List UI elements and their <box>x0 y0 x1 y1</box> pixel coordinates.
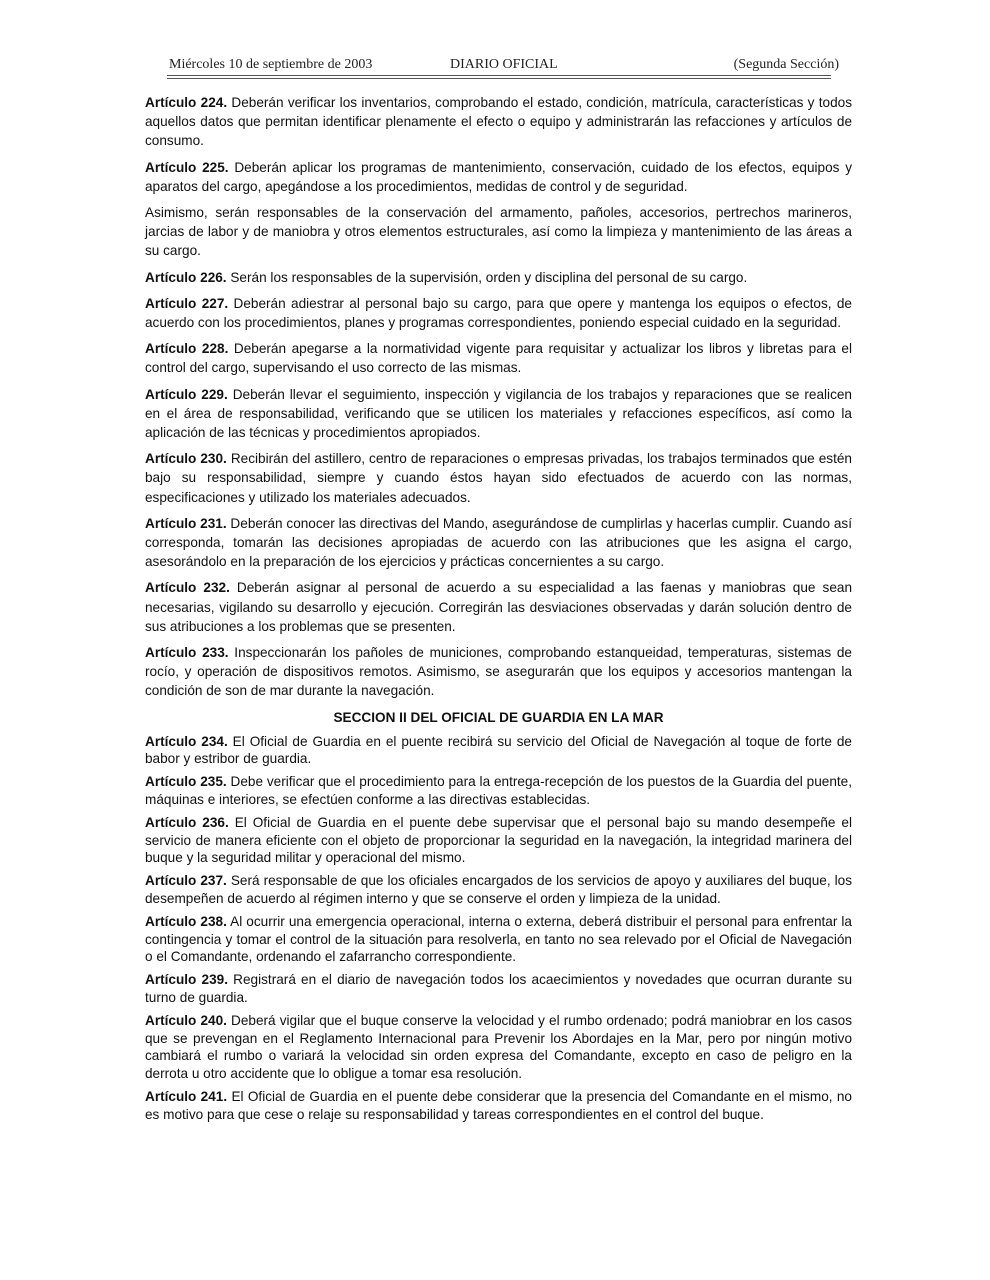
article-text: Deberán verificar los inventarios, comprobando el estado, condición, matrícula, características y todos aquellos datos que permitan identificar plenamente el efecto o equipo y administrarán las refacciones y artículos de consumo. <box>145 95 852 149</box>
article-label: Artículo 228. <box>145 341 229 357</box>
article-paragraph <box>145 1088 852 1124</box>
article-label: Artículo 240. <box>145 1012 227 1028</box>
article-text: Recibirán del astillero, centro de reparaciones o empresas privadas, los trabajos terminados que estén bajo su responsabilidad, siempre y cuando éstos hayan sido efectuados de acuerdo con las normas, especificaciones y utilizado los materiales adecuados. <box>145 451 852 505</box>
article-text: Deberán aplicar los programas de mantenimiento, conservación, cuidado de los efectos, equipos y aparatos del cargo, apegándose a los procedimientos, medidas de control y de seguridad. <box>145 159 852 194</box>
article-label: Artículo 233. <box>145 645 229 661</box>
article-paragraph <box>145 339 852 377</box>
article-text: Debe verificar que el procedimiento para la entrega-recepción de los puestos de la Guardia del puente, máquinas e interiores, se efectúen conforme a las directivas establecidas. <box>145 774 853 808</box>
header-publication-title: DIARIO OFICIAL <box>450 57 558 72</box>
article-label: Artículo 226. <box>145 269 227 285</box>
article-paragraph <box>145 514 852 572</box>
article-text: Deberán llevar el seguimiento, inspección y vigilancia de los trabajos y reparaciones que se realicen en el área de responsabilidad, verificando que se utilicen los materiales y refacciones específicos, así como la aplicación de las técnicas y procedimientos apropiados. <box>145 386 852 441</box>
article-text: Deberán apegarse a la normatividad vigente para requisitar y actualizar los libros y libretas para el control del cargo, supervisando el uso correcto de las mismas. <box>145 341 852 376</box>
article-paragraph <box>145 449 852 507</box>
article-text: El Oficial de Guardia en el puente recibirá su servicio del Oficial de Navegación al toque de forte de babor y estribor de guardia. <box>145 733 852 767</box>
article-text: Serán los responsables de la supervisión, orden y disciplina del personal de su cargo. <box>226 269 748 285</box>
article-text: Deberán asignar al personal de acuerdo a su especialidad a las faenas y maniobras que sean necesarias, vigilando su desarrollo y ejecución. Corregirán las desviaciones observadas y darán solución dentro de sus atribuciones a los problemas que se presenten. <box>145 580 853 634</box>
article-label: Artículo 241. <box>145 1089 228 1105</box>
article-label: Artículo 234. <box>145 733 228 749</box>
article-text: Asimismo, serán responsables de la conservación del armamento, pañoles, accesorios, pertrechos marineros, jarcias de labor y de maniobra y otros elementos estructurales, así como la limpieza y mantenimiento de las áreas a su cargo. <box>145 205 852 259</box>
article-paragraph <box>145 814 852 867</box>
section-title: SECCION II DEL OFICIAL DE GUARDIA EN LA MAR <box>333 709 664 725</box>
article-label: Artículo 225. <box>145 159 229 175</box>
article-paragraph <box>145 203 852 261</box>
article-text: El Oficial de Guardia en el puente debe supervisar que el personal bajo su mando desempeñe el servicio de manera eficiente con el objeto de proporcionar la seguridad en la navegación, la integridad marinera del buque y la seguridad militar y operacional del mismo. <box>145 814 853 866</box>
article-paragraph <box>145 578 852 636</box>
article-text: El Oficial de Guardia en el puente debe considerar que la presencia del Comandante en el mismo, no es motivo para que cese o relaje su responsabilidad y tareas correspondientes en el control del buque. <box>145 1089 852 1122</box>
article-paragraph <box>145 971 852 1007</box>
article-text: Deberán adiestrar al personal bajo su cargo, para que opere y mantenga los equipos o efectos, de acuerdo con los procedimientos, planes y programas correspondientes, poniendo especial cuidado en la seguridad. <box>145 295 852 331</box>
header-section: (Segunda Sección) <box>733 57 839 72</box>
article-paragraph <box>145 385 852 443</box>
article-paragraph <box>145 773 852 809</box>
article-label: Artículo 231. <box>145 515 227 531</box>
article-paragraph <box>145 643 852 701</box>
articles-group-officers-of-charge <box>145 93 852 701</box>
article-label: Artículo 239. <box>145 972 228 988</box>
article-paragraph <box>145 268 852 287</box>
article-label: Artículo 238. <box>145 913 227 929</box>
article-text: Registrará en el diario de navegación todos los acaecimientos y novedades que ocurran durante su turno de guardia. <box>145 972 853 1006</box>
article-paragraph <box>145 158 852 196</box>
document-body <box>145 93 852 1129</box>
article-paragraph <box>145 733 852 769</box>
page-header <box>167 57 839 75</box>
article-paragraph <box>145 1012 852 1083</box>
article-text: Deberá vigilar que el buque conserve la velocidad y el rumbo ordenado; podrá maniobrar en los casos que se prevengan en el Reglamento Internacional para Prevenir los Abordajes en la Mar, pero por ningún motivo cambiará el rumbo o variará la velocidad sin orden expresa del Comandante, excepto en caso de peligro en la derrota u otro accidente que lo obligue a tomar esa resolución. <box>145 1012 853 1082</box>
article-label: Artículo 229. <box>145 386 228 402</box>
article-paragraph <box>145 93 852 151</box>
article-text: Inspeccionarán los pañoles de municiones, comprobando estanqueidad, temperaturas, sistemas de rocío, y operación de dispositivos remotos. Asimismo, se asegurarán que los equipos y accesorios mantengan la condición de son de mar durante la navegación. <box>145 645 852 699</box>
header-date: Miércoles 10 de septiembre de 2003 <box>169 57 373 72</box>
header-rule-top <box>167 75 831 76</box>
article-label: Artículo 235. <box>145 774 227 790</box>
article-paragraph <box>145 872 852 908</box>
article-paragraph <box>145 294 852 332</box>
header-rule-bottom <box>167 78 831 79</box>
article-text: Será responsable de que los oficiales encargados de los servicios de apoyo y auxiliares del buque, los desempeñen de acuerdo al régimen interno y que se conserve el orden y limpieza de la unidad. <box>145 873 852 907</box>
article-label: Artículo 237. <box>145 873 227 889</box>
article-paragraph <box>145 913 852 966</box>
articles-group-officer-of-watch <box>145 733 852 1124</box>
article-text: Al ocurrir una emergencia operacional, interna o externa, deberá distribuir el personal para enfrentar la contingencia y tomar el control de la situación para resolverla, en tanto no sea relevado por el Oficial de Navegación o el Comandante, ordenando el zafarrancho correspondiente. <box>145 913 852 965</box>
article-label: Artículo 236. <box>145 814 229 830</box>
article-label: Artículo 230. <box>145 451 227 467</box>
article-text: Deberán conocer las directivas del Mando, asegurándose de cumplirlas y hacerlas cumplir. Cuando así corresponda, tomarán las decisiones apropiadas de acuerdo con las atribuciones que les asigna el cargo, asesorándolo en la preparación de los ejercicios y prácticas concernientes a su cargo. <box>145 515 852 570</box>
article-label: Artículo 227. <box>145 295 229 311</box>
article-label: Artículo 224. <box>145 95 228 110</box>
article-label: Artículo 232. <box>145 580 230 596</box>
